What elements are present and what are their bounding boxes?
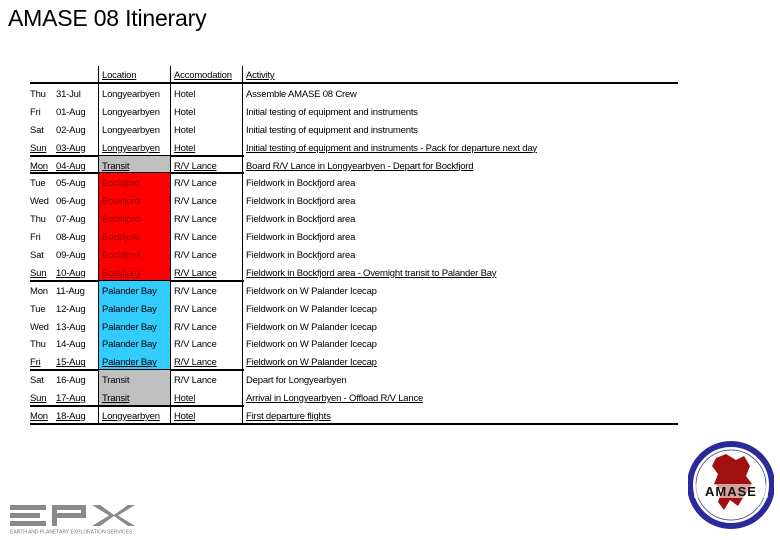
table-row <box>30 227 678 245</box>
day-cell: Thu <box>30 214 46 226</box>
activity-cell: Fieldwork in Bockfjord area <box>242 227 678 245</box>
accommodation-cell: Hotel <box>170 84 242 102</box>
accommodation-cell: R/V Lance <box>170 370 242 388</box>
activity-cell: Fieldwork on W Palander Icecap <box>242 317 678 335</box>
table-row <box>30 191 678 209</box>
accommodation-cell: R/V Lance <box>170 352 242 370</box>
day-cell: Thu <box>30 339 46 351</box>
date-cell: 16-Aug <box>56 375 86 387</box>
day-cell: Mon <box>30 285 48 297</box>
table-row <box>30 156 678 174</box>
location-cell: Longyearbyen <box>98 120 170 138</box>
accommodation-cell: R/V Lance <box>170 299 242 317</box>
table-row <box>30 245 678 263</box>
day-cell: Fri <box>30 232 41 244</box>
accommodation-cell: Hotel <box>170 138 242 156</box>
date-cell: 31-Jul <box>56 89 81 100</box>
day-cell: Sun <box>30 142 47 154</box>
activity-cell: Fieldwork on W Palander Icecap <box>242 352 678 370</box>
header-activity: Activity <box>242 66 678 82</box>
accommodation-cell: R/V Lance <box>170 156 242 174</box>
location-cell: Palander Bay <box>98 281 170 299</box>
date-cell: 12-Aug <box>56 303 86 315</box>
table-row <box>30 138 678 156</box>
day-cell: Sat <box>30 375 44 387</box>
activity-cell: Board R/V Lance in Longyearbyen - Depart for Bockfjord <box>242 156 678 174</box>
header-accommodation: Accomodation <box>170 66 242 82</box>
accommodation-cell: R/V Lance <box>170 334 242 352</box>
date-cell: 03-Aug <box>56 142 86 154</box>
epx-logo <box>8 503 136 535</box>
date-cell: 15-Aug <box>56 357 86 369</box>
table-row <box>30 209 678 227</box>
accommodation-cell: R/V Lance <box>170 263 242 281</box>
location-cell: Bockfjord <box>98 263 170 281</box>
accommodation-cell: Hotel <box>170 102 242 120</box>
table-row <box>30 281 678 299</box>
table-body <box>30 84 678 424</box>
location-cell: Transit <box>98 156 170 174</box>
location-cell: Bockfjord <box>98 227 170 245</box>
day-cell: Tue <box>30 303 46 315</box>
location-cell: Transit <box>98 388 170 406</box>
activity-cell: First departure flights <box>242 406 678 424</box>
amase-logo <box>688 440 774 530</box>
activity-cell: Fieldwork in Bockfjord area <box>242 173 678 191</box>
day-cell: Mon <box>30 411 48 423</box>
date-cell: 05-Aug <box>56 178 86 190</box>
date-cell: 09-Aug <box>56 250 86 262</box>
activity-cell: Fieldwork on W Palander Icecap <box>242 299 678 317</box>
accommodation-cell: R/V Lance <box>170 173 242 191</box>
location-cell: Bockfjord <box>98 245 170 263</box>
location-cell: Palander Bay <box>98 317 170 335</box>
date-cell: 11-Aug <box>56 285 85 297</box>
accommodation-cell: R/V Lance <box>170 209 242 227</box>
day-cell: Mon <box>30 160 48 172</box>
day-cell: Thu <box>30 89 46 100</box>
table-row <box>30 263 678 281</box>
location-cell: Longyearbyen <box>98 102 170 120</box>
table-header <box>30 66 678 84</box>
date-cell: 18-Aug <box>56 411 86 423</box>
table-row <box>30 388 678 406</box>
accommodation-cell: Hotel <box>170 120 242 138</box>
day-cell: Fri <box>30 357 41 369</box>
page-title: AMASE 08 Itinerary <box>8 5 207 31</box>
activity-cell: Fieldwork in Bockfjord area - Overnight transit to Palander Bay <box>242 263 678 281</box>
table-row <box>30 84 678 102</box>
table-row <box>30 334 678 352</box>
location-cell: Bockfjord <box>98 173 170 191</box>
date-cell: 17-Aug <box>56 393 86 405</box>
date-cell: 08-Aug <box>56 232 86 244</box>
day-cell: Fri <box>30 106 41 118</box>
day-cell: Tue <box>30 178 46 190</box>
location-cell: Transit <box>98 370 170 388</box>
location-cell: Palander Bay <box>98 352 170 370</box>
section-divider <box>30 423 678 425</box>
header-location: Location <box>98 66 170 82</box>
activity-cell: Initial testing of equipment and instruments - Pack for departure next day <box>242 138 678 156</box>
day-cell: Sat <box>30 124 44 136</box>
itinerary-table <box>30 66 678 424</box>
location-cell: Longyearbyen <box>98 84 170 102</box>
activity-cell: Fieldwork in Bockfjord area <box>242 209 678 227</box>
svg-text:AMASE: AMASE <box>705 484 757 499</box>
location-cell: Longyearbyen <box>98 138 170 156</box>
day-cell: Sat <box>30 250 44 262</box>
day-cell: Wed <box>30 321 49 333</box>
date-cell: 10-Aug <box>56 267 86 279</box>
accommodation-cell: R/V Lance <box>170 227 242 245</box>
table-row <box>30 120 678 138</box>
accommodation-cell: R/V Lance <box>170 245 242 263</box>
table-row <box>30 406 678 424</box>
day-cell: Sun <box>30 267 47 279</box>
date-cell: 02-Aug <box>56 124 86 136</box>
location-cell: Longyearbyen <box>98 406 170 424</box>
date-cell: 06-Aug <box>56 196 86 208</box>
table-row <box>30 352 678 370</box>
location-cell: Bockfjord <box>98 209 170 227</box>
accommodation-cell: R/V Lance <box>170 281 242 299</box>
day-cell: Wed <box>30 196 49 208</box>
date-cell: 04-Aug <box>56 160 86 172</box>
location-cell: Palander Bay <box>98 334 170 352</box>
activity-cell: Fieldwork in Bockfjord area <box>242 191 678 209</box>
activity-cell: Fieldwork in Bockfjord area <box>242 245 678 263</box>
activity-cell: Initial testing of equipment and instruments <box>242 120 678 138</box>
date-cell: 14-Aug <box>56 339 86 351</box>
date-cell: 01-Aug <box>56 106 86 118</box>
accommodation-cell: R/V Lance <box>170 317 242 335</box>
activity-cell: Initial testing of equipment and instruments <box>242 102 678 120</box>
table-row <box>30 370 678 388</box>
activity-cell: Fieldwork on W Palander Icecap <box>242 334 678 352</box>
activity-cell: Assemble AMASE 08 Crew <box>242 84 678 102</box>
accommodation-cell: R/V Lance <box>170 191 242 209</box>
svg-text:EARTH AND PLANETARY EXPLORATIO: EARTH AND PLANETARY EXPLORATION SERVICES <box>10 529 133 535</box>
table-row <box>30 317 678 335</box>
table-row <box>30 173 678 191</box>
activity-cell: Arrival in Longyearbyen - Offload R/V Lance <box>242 388 678 406</box>
location-cell: Palander Bay <box>98 299 170 317</box>
accommodation-cell: Hotel <box>170 406 242 424</box>
activity-cell: Fieldwork on W Palander Icecap <box>242 281 678 299</box>
accommodation-cell: Hotel <box>170 388 242 406</box>
location-cell: Bockfjord <box>98 191 170 209</box>
day-cell: Sun <box>30 393 47 405</box>
activity-cell: Depart for Longyearbyen <box>242 370 678 388</box>
table-row <box>30 102 678 120</box>
table-row <box>30 299 678 317</box>
date-cell: 13-Aug <box>56 321 86 333</box>
date-cell: 07-Aug <box>56 214 86 226</box>
